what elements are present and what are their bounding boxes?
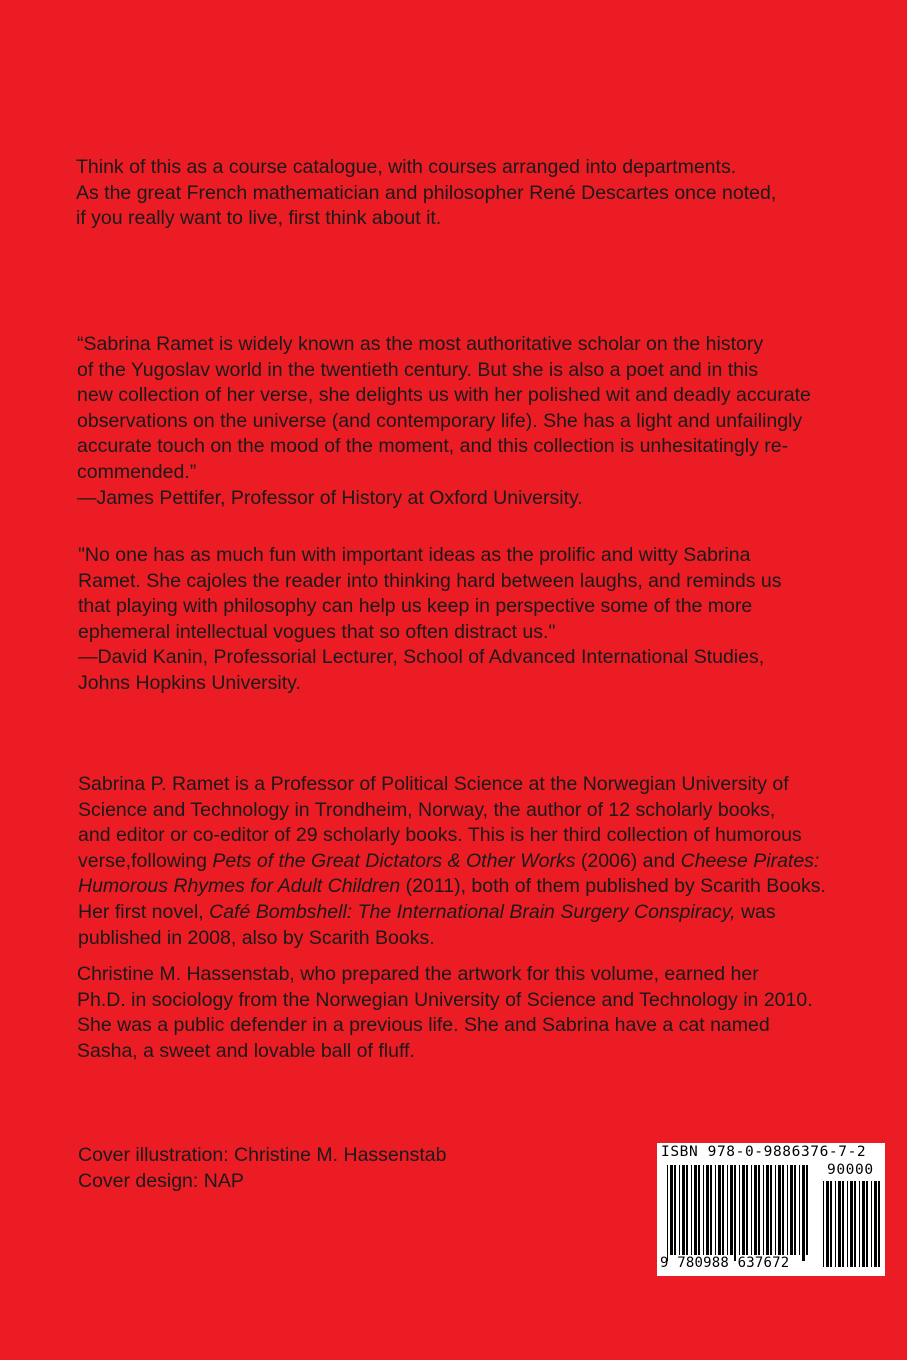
barcode-bar: [763, 1165, 764, 1255]
barcode-bar: [739, 1165, 740, 1255]
bio-line: Sabrina P. Ramet is a Professor of Political Science at the Norwegian University of: [78, 773, 789, 795]
barcode-bar: [806, 1165, 808, 1255]
barcode-bar: [794, 1165, 796, 1255]
bio-line: She was a public defender in a previous life. She and Sabrina have a cat named: [77, 1014, 770, 1037]
book-title: Pets of the Great Dictators & Other Works: [212, 849, 576, 872]
barcode-bar: [694, 1165, 697, 1255]
quote-line: of the Yugoslav world in the twentieth century. But she is also a poet and in this: [77, 358, 759, 381]
barcode-bar: [715, 1165, 716, 1255]
bio-line: [78, 849, 826, 875]
barcode-bar: [838, 1181, 841, 1267]
intro-line: As the great French mathematician and philosopher René Descartes once noted,: [76, 181, 777, 204]
quote-line: new collection of her verse, she delights us with her polished wit and deadly accurate: [77, 384, 811, 407]
artist-bio: [77, 962, 813, 1064]
barcode-bar: [706, 1165, 709, 1255]
bio-line: Ph.D. in sociology from the Norwegian University of Science and Technology in 2010.: [77, 988, 813, 1011]
barcode-bar: [766, 1165, 769, 1255]
isbn-label: ISBN 978-0-9886376-7-2: [661, 1144, 867, 1160]
quote-line: Ramet. She cajoles the reader into thinking hard between laughs, and reminds us: [78, 569, 782, 592]
barcode-bar: [742, 1165, 745, 1255]
barcode-bar: [775, 1165, 776, 1255]
isbn-barcode: [657, 1143, 885, 1276]
barcode-bar: [850, 1181, 853, 1267]
quote-attribution: Johns Hopkins University.: [78, 671, 301, 694]
barcode-bar: [874, 1181, 877, 1267]
barcode-bar: [722, 1165, 724, 1255]
barcode-bar: [770, 1165, 772, 1255]
addon-number: 90000: [827, 1162, 874, 1178]
barcode-bar: [754, 1165, 757, 1255]
barcode-bar: [859, 1181, 860, 1267]
book-title: Café Bombshell: The International Brain Surgery Conspiracy,: [209, 900, 736, 923]
barcode-bar: [758, 1165, 760, 1255]
barcode-bar: [730, 1165, 733, 1255]
barcode-bar: [782, 1165, 784, 1255]
barcode-bar: [718, 1165, 721, 1255]
barcode-bar: [866, 1181, 868, 1267]
bio-text: was: [735, 900, 776, 923]
bio-line: Sasha, a sweet and lovable ball of fluff.: [77, 1039, 415, 1062]
book-title: Cheese Pirates:: [680, 849, 820, 872]
quote-line: that playing with philosophy can help us keep in perspective some of the more: [78, 595, 753, 618]
bio-line: published in 2008, also by Scarith Books.: [78, 926, 435, 949]
ean-digits: 9 780988 637672: [660, 1255, 790, 1271]
barcode-bar: [679, 1165, 680, 1255]
cover-credits: [78, 1143, 446, 1194]
intro-line: if you really want to live, first think about it.: [76, 207, 442, 230]
barcode-bar: [871, 1181, 872, 1267]
barcode-bar: [830, 1181, 832, 1267]
barcode-bar: [734, 1165, 736, 1261]
barcode-bar: [682, 1165, 685, 1255]
intro-line: Think of this as a course catalogue, with courses arranged into departments.: [76, 156, 737, 178]
bio-text: (2011), both of them published by Scarith Books.: [400, 875, 826, 898]
barcode-bar: [698, 1165, 700, 1255]
barcode-bar: [746, 1165, 748, 1255]
bio-text: Her first novel,: [78, 900, 210, 923]
barcode-bar: [751, 1165, 752, 1255]
bio-line: and editor or co-editor of 29 scholarly books. This is her third collection of humorous: [78, 824, 802, 847]
quote-line: commended.”: [77, 460, 197, 483]
barcode-bar: [802, 1165, 805, 1261]
barcode-bar: [835, 1181, 836, 1267]
barcode-bar: [727, 1165, 728, 1255]
quote-line: accurate touch on the mood of the moment, and this collection is unhesitatingly re-: [77, 435, 789, 458]
barcode-bar: [790, 1165, 793, 1255]
barcode-bar: [710, 1165, 712, 1255]
barcode-bar: [847, 1181, 848, 1267]
barcode-bar: [686, 1165, 688, 1255]
endorsement-kanin: [78, 543, 782, 697]
design-credit: Cover design: NAP: [78, 1169, 244, 1192]
bio-line: [78, 874, 826, 900]
bio-line: Christine M. Hassenstab, who prepared the artwork for this volume, earned her: [77, 963, 759, 985]
bio-line: Science and Technology in Trondheim, Norway, the author of 12 scholarly books,: [78, 798, 776, 821]
quote-line: “Sabrina Ramet is widely known as the most authoritative scholar on the history: [77, 333, 764, 355]
barcode-bar: [854, 1181, 856, 1267]
endorsement-pettifer: [77, 332, 811, 511]
barcode-bar: [691, 1165, 692, 1255]
quote-line: "No one has as much fun with important ideas as the prolific and witty Sabrina: [78, 544, 751, 566]
barcode-bar: [703, 1165, 704, 1255]
barcode-bar: [842, 1181, 844, 1267]
bio-line: [78, 900, 826, 926]
author-bio: [78, 772, 826, 951]
barcode-bar: [670, 1165, 673, 1255]
intro-paragraph: [76, 155, 776, 232]
barcode-bar: [862, 1181, 865, 1267]
barcode-bar: [826, 1181, 829, 1267]
barcode-bar: [674, 1165, 676, 1255]
quote-attribution: —James Pettifer, Professor of History at Oxford University.: [77, 486, 583, 509]
quote-line: observations on the universe (and contemporary life). She has a light and unfailingly: [77, 409, 803, 432]
barcode-bar: [799, 1165, 800, 1255]
barcode-bar: [878, 1181, 880, 1267]
barcode-bar: [823, 1181, 824, 1267]
barcode-bar: [667, 1165, 668, 1261]
quote-attribution: —David Kanin, Professorial Lecturer, School of Advanced International Studies,: [78, 646, 765, 669]
barcode-bar: [778, 1165, 781, 1255]
quote-line: ephemeral intellectual vogues that so often distract us.": [78, 620, 556, 643]
illustration-credit: Cover illustration: Christine M. Hassenstab: [78, 1144, 447, 1166]
bio-text: (2006) and: [575, 849, 681, 872]
barcode-bar: [787, 1165, 788, 1255]
bio-text: verse,following: [78, 849, 213, 872]
book-title: Humorous Rhymes for Adult Children: [78, 875, 401, 898]
